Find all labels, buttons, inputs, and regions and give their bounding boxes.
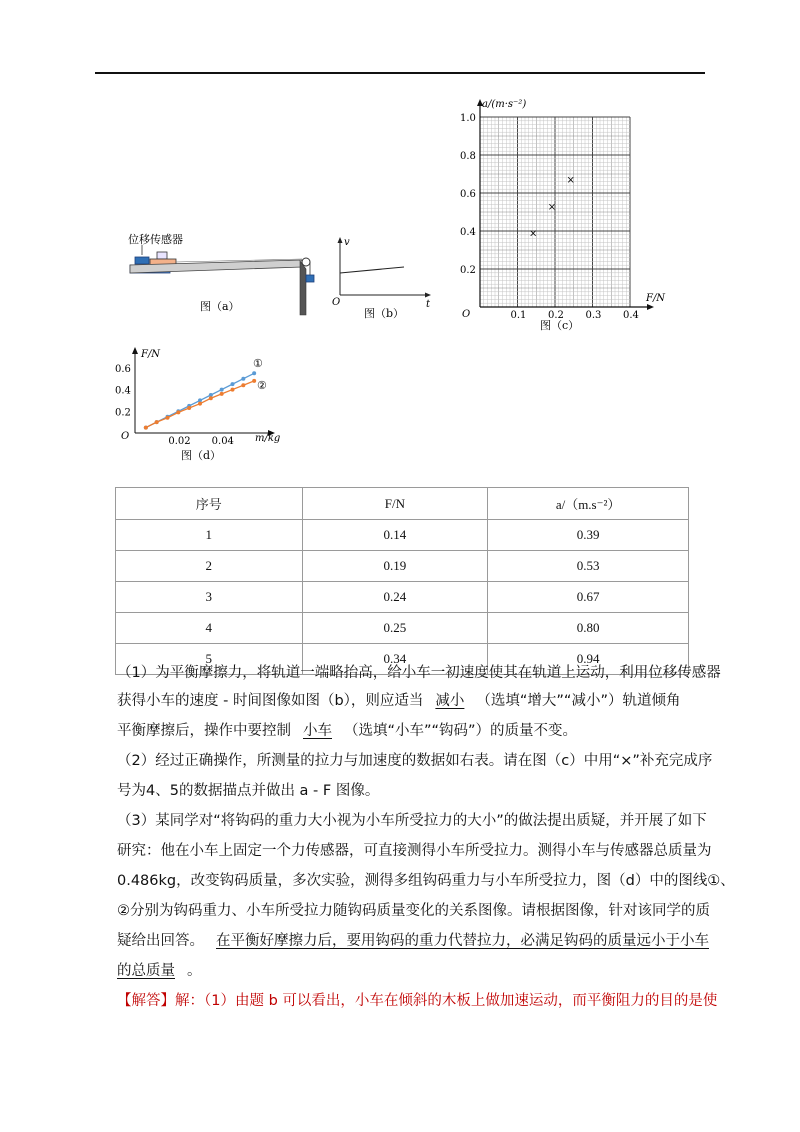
answer-blank-4: 的总质量 (117, 963, 175, 979)
fig-c-x-tick: 0.1 (510, 310, 527, 321)
fig-d-x-label: m/kg (255, 433, 281, 444)
fig-d-series-point-2 (166, 416, 170, 420)
q3-line-6: 的总质量 。 (117, 963, 202, 979)
answer-line (117, 986, 717, 1016)
fig-c-data-point: × (529, 228, 538, 240)
table-cell: 1 (116, 520, 303, 551)
fig-c-data-point: × (547, 201, 557, 213)
table-cell: 5 (116, 644, 303, 675)
table-cell: 2 (116, 551, 303, 582)
fig-d-series-point-1 (231, 382, 235, 386)
figure-a (120, 225, 330, 325)
q3-line-4: ②分别为钩码重力、小车所受拉力随钩码质量变化的关系图像。请根据图像，针对该同学的质 (117, 903, 710, 919)
fig-c-x-arrow (647, 304, 654, 310)
fig-d-series-point-2 (209, 396, 213, 400)
table-cell: 0.34 (302, 644, 488, 675)
table-cell: 0.67 (488, 582, 689, 613)
fig-c-x-label: F/N (646, 293, 666, 304)
table-cell: 0.39 (488, 520, 689, 551)
header-cell: a/（m.s⁻²） (488, 488, 689, 520)
fig-d-y-tick: 0.6 (115, 363, 131, 375)
fig-d-series-point-2 (144, 426, 148, 430)
fig-d-series-point-2 (176, 410, 180, 414)
fig-d-line2-label: ② (257, 379, 267, 392)
table-cell: 0.14 (302, 520, 488, 551)
header-rule (95, 72, 705, 74)
fig-d-series-point-2 (155, 420, 159, 424)
fig-d-y-tick: 0.2 (115, 407, 131, 419)
figure-b (330, 235, 440, 325)
answer-text: 解：（1）由题 b 可以看出，小车在倾斜的木板上做加速运动，而平衡阻力的目的是使 (175, 993, 718, 1009)
table-header-row (116, 488, 689, 520)
table-row (116, 613, 689, 644)
figure-c (450, 95, 680, 335)
q2-line-1: （2）经过正确操作，所测量的拉力与加速度的数据如右表。请在图（c）中用“×”补充完成序 (117, 753, 713, 769)
table-cell: 0.53 (488, 551, 689, 582)
table-cell: 0.80 (488, 613, 689, 644)
table-row (116, 520, 689, 551)
q1-line-1: （1）为平衡摩擦力，将轨道一端略抬高，给小车一初速度使其在轨道上运动，利用位移传感器 (117, 665, 721, 681)
fig-d-y-tick: 0.4 (115, 385, 131, 397)
fig-d-caption: 图（d） (181, 449, 222, 462)
fig-c-data-point: × (566, 175, 575, 187)
fig-c-y-tick: 0.2 (460, 265, 476, 276)
q3-line-1: （3）某同学对“将钩码的重力大小视为小车所受拉力的大小”的做法提出质疑，并开展了如下 (117, 813, 707, 829)
table-cell: 0.19 (302, 551, 488, 582)
header-cell: 序号 (116, 488, 303, 520)
q3-line-2: 研究：他在小车上固定一个力传感器，可直接测得小车所受拉力。测得小车与传感器总质量为 (117, 843, 712, 859)
answer-blank-2: 小车 (303, 723, 332, 739)
table-row (116, 582, 689, 613)
fig-c-y-label: a/(m·s⁻²) (482, 99, 527, 110)
fig-c-y-tick: 0.6 (460, 189, 476, 200)
answer-tag: 【解答】 (117, 993, 175, 1009)
table-cell: 0.24 (302, 582, 488, 613)
table-cell: 0.94 (488, 644, 689, 675)
fig-c-x-tick: 0.3 (585, 310, 602, 321)
fig-b-origin: O (332, 297, 341, 308)
fig-c-y-tick: 1.0 (460, 113, 476, 124)
fig-d-origin: O (121, 431, 130, 442)
fig-d-y-label: F/N (141, 349, 161, 360)
fig-d-y-arrow (132, 347, 138, 354)
fig-c-y-tick: 0.8 (460, 151, 476, 162)
fig-d-line1-label: ① (253, 357, 263, 370)
fig-d-x-tick: 0.04 (211, 436, 234, 447)
fig-c-caption: 图（c） (540, 319, 580, 332)
fig-b-y-axis: v (344, 237, 350, 248)
answer-blank-3: 在平衡好摩擦力后，要用钩码的重力代替拉力，必满足钩码的质量远小于小车 (216, 933, 709, 949)
sensor-label: 位移传感器 (128, 233, 183, 246)
fig-d-series-point-2 (231, 388, 235, 392)
q2-line-2: 号为4、5的数据描点并做出 a - F 图像。 (117, 783, 380, 799)
fig-b-caption: 图（b） (364, 307, 405, 320)
fig-d-series-point-1 (220, 388, 224, 392)
q1-line-2: 获得小车的速度 - 时间图像如图（b），则应适当 减小 （选填“增大”“减小”）轨道倾角 (117, 693, 681, 709)
table-cell: 3 (116, 582, 303, 613)
fig-d-series-point-2 (241, 383, 245, 387)
header-cell: F/N (302, 488, 488, 520)
table-cell: 0.25 (302, 613, 488, 644)
fig-c-y-tick: 0.4 (460, 227, 476, 238)
answer-blank-1: 减小 (435, 693, 465, 709)
q3-line-3: 0.486kg，改变钩码质量，多次实验，测得多组钩码重力与小车所受拉力，图（d）中的图线①、 (117, 873, 735, 889)
figure-d (115, 345, 295, 465)
fig-d-series-point-1 (241, 377, 245, 381)
data-table (115, 487, 689, 675)
fig-d-series-point-2 (220, 392, 224, 396)
fig-d-series-point-1 (252, 371, 256, 375)
fig-c-origin: O (462, 309, 471, 320)
q3-line-5: 疑给出回答。 在平衡好摩擦力后，要用钩码的重力代替拉力，必满足钩码的质量远小于小车 (117, 926, 717, 956)
q1-line-3: 平衡摩擦后，操作中要控制 小车 （选填“小车”“钩码”）的质量不变。 (117, 723, 578, 739)
fig-d-series-point-2 (252, 379, 256, 383)
fig-d-x-tick: 0.02 (168, 436, 191, 447)
fig-b-x-axis: t (426, 299, 431, 310)
question-text (117, 661, 735, 1016)
fig-d-series-point-2 (198, 402, 202, 406)
fig-d-series-point-2 (187, 406, 191, 410)
fig-a-caption: 图（a） (200, 300, 240, 313)
fig-c-x-tick: 0.2 (548, 310, 564, 321)
fig-c-x-tick: 0.4 (623, 310, 639, 321)
table-row (116, 551, 689, 582)
table-cell: 4 (116, 613, 303, 644)
